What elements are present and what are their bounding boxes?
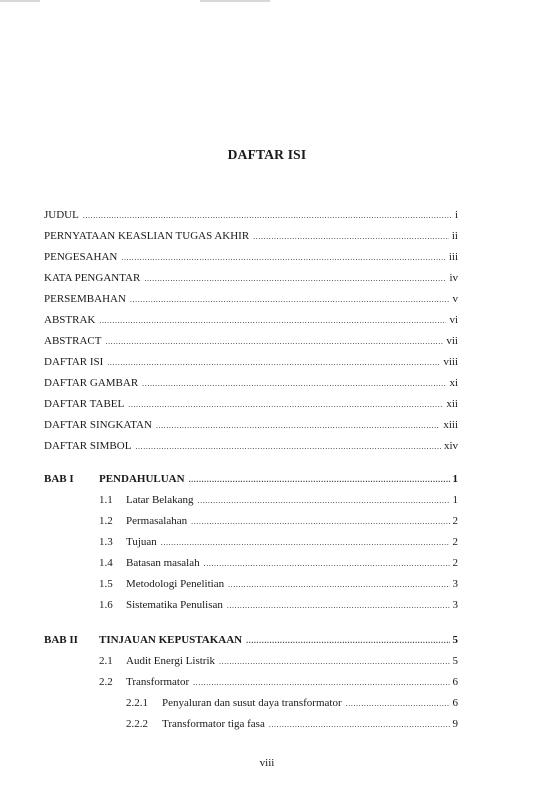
section-number: 1.5 — [99, 578, 113, 590]
section-number: 2.1 — [99, 655, 113, 667]
chapter-page: 1 — [452, 473, 458, 485]
section-entry — [126, 492, 458, 508]
toc-entry — [44, 417, 458, 433]
section-entry — [126, 555, 458, 571]
toc-entry-label: DAFTAR ISI — [44, 356, 104, 368]
dot-leader — [198, 493, 450, 509]
dot-leader — [128, 397, 443, 413]
toc-entry-page: xii — [446, 398, 458, 410]
chapter-page: 5 — [452, 634, 458, 646]
section-entry — [126, 597, 458, 613]
section-number: 1.3 — [99, 536, 113, 548]
subsection-entry — [162, 695, 458, 711]
dot-leader — [142, 376, 446, 392]
dot-leader — [130, 292, 450, 308]
section-entry — [126, 674, 458, 690]
dot-leader — [99, 313, 446, 329]
toc-entry-page: xiii — [443, 419, 458, 431]
subsection-page: 6 — [452, 697, 458, 709]
section-title: Sistematika Penulisan — [126, 599, 223, 611]
page-number-footer: viii — [259, 757, 275, 769]
section-title: Batasan masalah — [126, 557, 200, 569]
toc-entry-page: iii — [448, 251, 458, 263]
section-page: 3 — [452, 578, 458, 590]
section-title: Latar Belakang — [126, 494, 194, 506]
dot-leader — [161, 535, 450, 551]
toc-entry-label: DAFTAR SIMBOL — [44, 440, 132, 452]
dot-leader — [246, 633, 449, 649]
dot-leader — [204, 556, 450, 572]
section-page: 6 — [452, 676, 458, 688]
dot-leader — [107, 355, 440, 371]
section-title: Transformator — [126, 676, 190, 688]
toc-entry — [44, 312, 458, 328]
section-number: 1.1 — [99, 494, 113, 506]
toc-entry-page: vii — [446, 335, 458, 347]
toc-entry-label: DAFTAR SINGKATAN — [44, 419, 152, 431]
subsection-entry — [162, 716, 458, 732]
chapter-title: TINJAUAN KEPUSTAKAAN — [99, 634, 243, 646]
toc-entry-page: xi — [449, 377, 458, 389]
section-entry — [126, 576, 458, 592]
section-entry — [126, 653, 458, 669]
page-title: DAFTAR ISI — [227, 147, 307, 162]
section-page: 3 — [452, 599, 458, 611]
section-title: Tujuan — [126, 536, 157, 548]
section-number: 1.2 — [99, 515, 113, 527]
toc-entry-label: PERNYATAAN KEASLIAN TUGAS AKHIR — [44, 230, 250, 242]
section-title: Audit Energi Listrik — [126, 655, 216, 667]
toc-entry — [44, 354, 458, 370]
subsection-title: Transformator tiga fasa — [162, 718, 265, 730]
subsection-number: 2.2.2 — [126, 718, 148, 730]
section-number: 2.2 — [99, 676, 113, 688]
section-title: Permasalahan — [126, 515, 188, 527]
subsection-title: Penyaluran dan susut daya transformator — [162, 697, 342, 709]
dot-leader — [219, 654, 449, 670]
scan-edge-mark — [200, 0, 270, 2]
toc-entry-label: ABSTRAK — [44, 314, 96, 326]
toc-entry — [44, 291, 458, 307]
toc-entry — [44, 333, 458, 349]
chapter-entry — [99, 471, 458, 487]
dot-leader — [193, 675, 449, 691]
section-page: 5 — [452, 655, 458, 667]
toc-entry-page: viii — [443, 356, 458, 368]
toc-entry-label: DAFTAR GAMBAR — [44, 377, 139, 389]
dot-leader — [269, 717, 450, 733]
toc-entry — [44, 270, 458, 286]
toc-entry-page: vi — [449, 314, 458, 326]
dot-leader — [227, 598, 450, 614]
dot-leader — [105, 334, 443, 350]
toc-entry — [44, 396, 458, 412]
toc-entry — [44, 438, 458, 454]
dot-leader — [228, 577, 449, 593]
section-page: 2 — [452, 515, 458, 527]
subsection-page: 9 — [452, 718, 458, 730]
toc-entry-page: ii — [451, 230, 458, 242]
dot-leader — [191, 514, 449, 530]
toc-entry — [44, 249, 458, 265]
dot-leader — [144, 271, 446, 287]
toc-entry-page: xiv — [443, 440, 458, 452]
toc-entry — [44, 375, 458, 391]
section-number: 1.4 — [99, 557, 113, 569]
dot-leader — [189, 472, 450, 488]
chapter-title: PENDAHULUAN — [99, 473, 185, 485]
dot-leader — [253, 229, 449, 245]
section-page: 2 — [452, 557, 458, 569]
section-page: 2 — [452, 536, 458, 548]
dot-leader — [135, 439, 441, 455]
toc-entry-label: ABSTRACT — [44, 335, 102, 347]
section-number: 1.6 — [99, 599, 113, 611]
toc-entry — [44, 207, 458, 223]
toc-entry-label: PERSEMBAHAN — [44, 293, 126, 305]
dot-leader — [83, 208, 452, 224]
toc-entry-page: v — [452, 293, 458, 305]
toc-entry-label: DAFTAR TABEL — [44, 398, 125, 410]
subsection-number: 2.2.1 — [126, 697, 148, 709]
section-title: Metodologi Penelitian — [126, 578, 225, 590]
toc-entry-label: JUDUL — [44, 209, 79, 221]
toc-entry — [44, 228, 458, 244]
chapter-label: BAB I — [44, 473, 74, 485]
dot-leader — [121, 250, 445, 266]
toc-entry-page: iv — [449, 272, 458, 284]
scan-edge-mark — [0, 0, 40, 2]
chapter-label: BAB II — [44, 634, 78, 646]
toc-entry-label: KATA PENGANTAR — [44, 272, 141, 284]
toc-entry-label: PENGESAHAN — [44, 251, 118, 263]
section-entry — [126, 513, 458, 529]
chapter-entry — [99, 632, 458, 648]
section-page: 1 — [452, 494, 458, 506]
dot-leader — [156, 418, 440, 434]
dot-leader — [346, 696, 450, 712]
toc-entry-page: i — [454, 209, 458, 221]
section-entry — [126, 534, 458, 550]
